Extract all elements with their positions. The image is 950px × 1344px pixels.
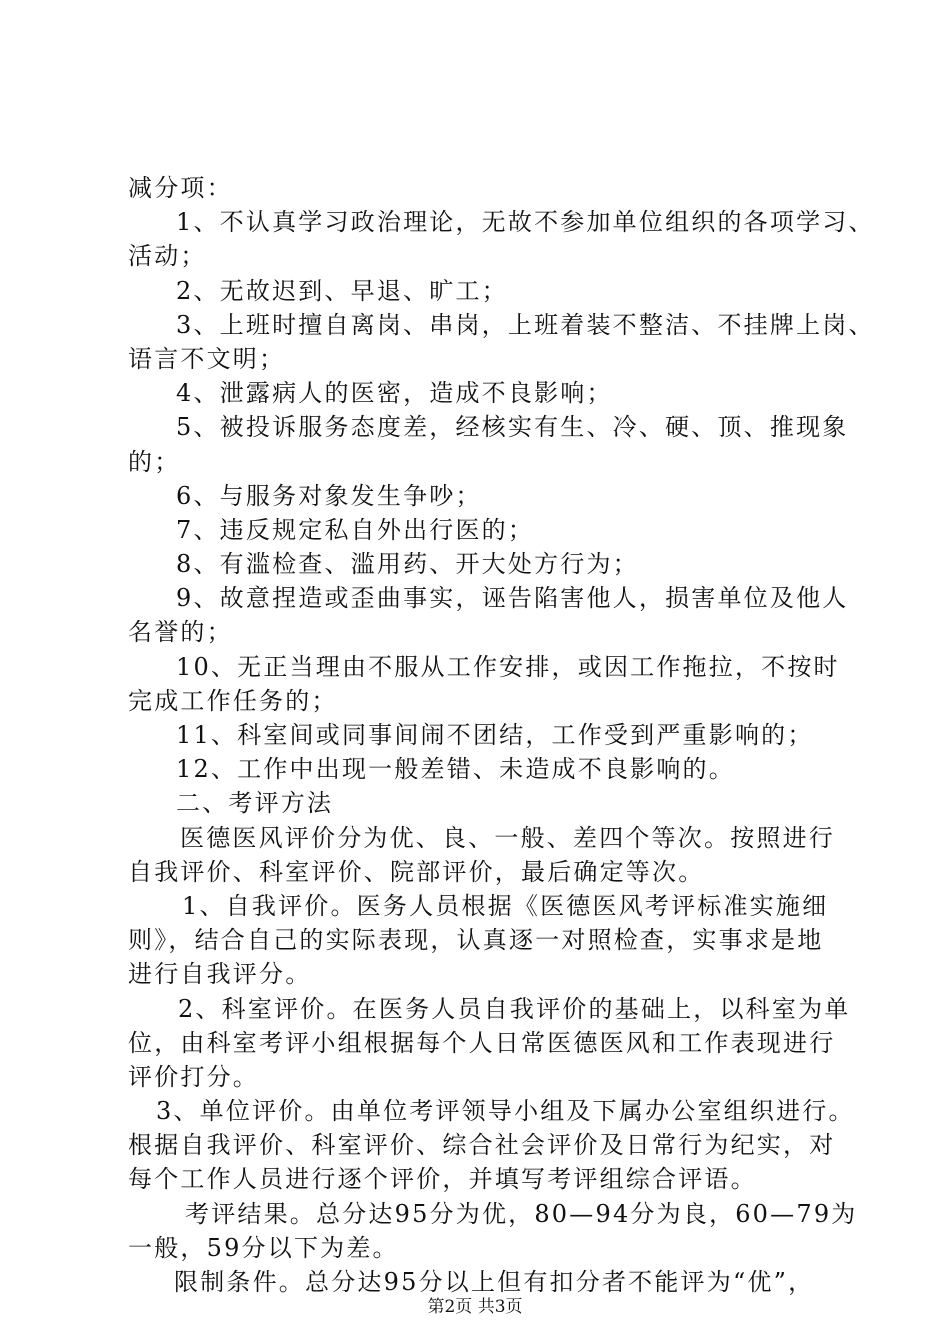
text-line: 12、工作中出现一般差错、未造成不良影响的。 <box>176 755 735 784</box>
section-heading: 二、考评方法 <box>176 789 334 818</box>
text-line: 5、被投诉服务态度差，经核实有生、冷、硬、顶、推现象 <box>176 413 849 442</box>
text-line: 的； <box>128 447 181 476</box>
text-line: 名誉的； <box>128 618 233 647</box>
text-line: 2、无故迟到、早退、旷工； <box>176 276 508 305</box>
text-line: 限制条件。总分达95分以上但有扣分者不能评为“优”， <box>174 1268 815 1296</box>
text-line: 2、科室评价。在医务人员自我评价的基础上，以科室为单 <box>178 994 851 1023</box>
text-line: 1、自我评价。医务人员根据《医德医风考评标准实施细 <box>182 891 829 920</box>
text-line: 8、有滥检查、滥用药、开大处方行为； <box>176 550 639 579</box>
text-line: 4、泄露病人的医密，造成不良影响； <box>176 379 613 408</box>
text-line: 3、上班时擅自离岗、串岗，上班着装不整洁、不挂牌上岗、 <box>176 310 875 339</box>
text-line: 10、无正当理由不服从工作安排，或因工作拖拉，不按时 <box>176 652 840 681</box>
text-line: 评价打分。 <box>128 1062 259 1091</box>
text-line: 考评结果。总分达95分为优，80—94分为良，60—79为 <box>185 1199 858 1228</box>
text-line: 6、与服务对象发生争吵； <box>176 481 482 510</box>
page-number-footer: 第2页 共3页 <box>427 1297 523 1317</box>
document-body <box>128 171 875 1299</box>
text-line: 3、单位评价。由单位考评领导小组及下属办公室组织进行。 <box>156 1097 855 1126</box>
text-line: 减分项： <box>128 174 233 202</box>
text-line: 医德医风评价分为优、良、一般、差四个等次。按照进行 <box>180 823 835 852</box>
text-line: 7、违反规定私自外出行医的； <box>176 515 535 544</box>
text-line: 9、故意捏造或歪曲事实，诬告陷害他人，损害单位及他人 <box>176 584 849 613</box>
text-line: 完成工作任务的； <box>128 686 338 715</box>
text-line: 语言不文明； <box>128 344 286 373</box>
text-line: 11、科室间或同事间闹不团结，工作受到严重影响的； <box>176 721 814 749</box>
text-line: 则》，结合自己的实际表现，认真逐一对照检查，实事求是地 <box>128 926 824 955</box>
text-line: 根据自我评价、科室评价、综合社会评价及日常行为纪实，对 <box>128 1131 836 1160</box>
text-line: 活动； <box>128 242 207 271</box>
text-line: 进行自我评分。 <box>128 960 312 989</box>
text-line: 自我评价、科室评价、院部评价，最后确定等次。 <box>128 857 705 886</box>
text-line: 位，由科室考评小组根据每个人日常医德医风和工作表现进行 <box>128 1028 836 1057</box>
text-line: 每个工作人员进行逐个评价，并填写考评组综合评语。 <box>128 1165 757 1194</box>
text-line: 一般，59分以下为差。 <box>128 1233 399 1262</box>
text-line: 1、不认真学习政治理论，无故不参加单位组织的各项学习、 <box>176 208 875 237</box>
